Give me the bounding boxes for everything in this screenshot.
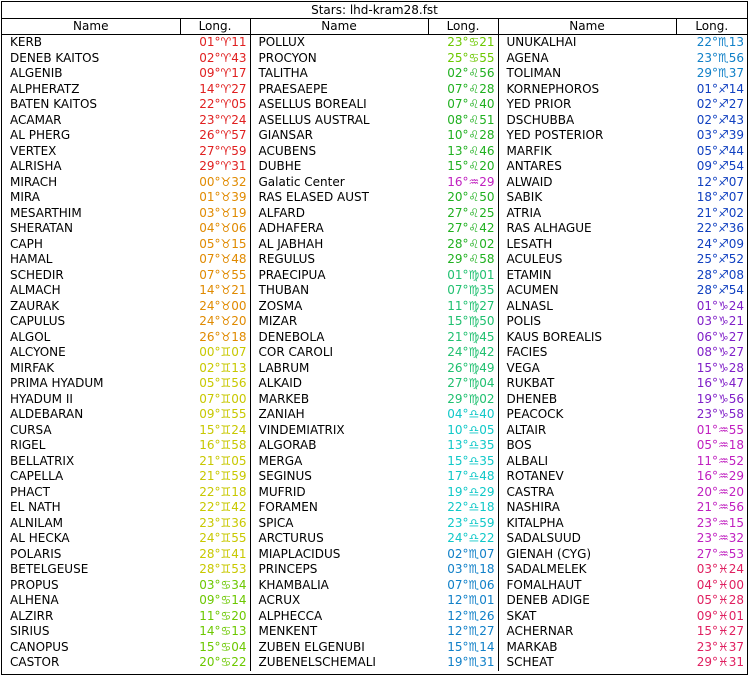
- star-longitude: 03°♐39: [696, 128, 744, 142]
- star-name: ASELLUS AUSTRAL: [258, 112, 370, 127]
- stars-table: [2, 19, 747, 671]
- table-row: [2, 454, 747, 470]
- star-longitude: 07°♊00: [180, 392, 250, 408]
- star-longitude: 25°♐52: [696, 252, 744, 266]
- star-longitude: 09°♐54: [696, 159, 744, 173]
- star-name: ZANIAH: [258, 407, 305, 421]
- star-longitude: 15°♍50: [428, 314, 498, 330]
- table-row: [2, 500, 747, 516]
- star-longitude: 10°♎05: [428, 423, 498, 439]
- star-name: TALITHA: [258, 66, 308, 80]
- star-name: DHENEB: [506, 391, 558, 406]
- star-name: CURSA: [10, 422, 52, 437]
- star-longitude: 20°♌50: [428, 190, 498, 206]
- name-header: Name: [498, 19, 676, 35]
- star-name: DENEB ADIGE: [506, 593, 590, 607]
- star-name: DUBHE: [258, 159, 302, 173]
- star-name: AGENA: [506, 50, 549, 65]
- star-longitude: 15°♓27: [696, 624, 744, 638]
- star-longitude: 05°♓28: [696, 593, 744, 607]
- star-longitude: 24°♊55: [180, 531, 250, 547]
- star-name: THUBAN: [258, 283, 310, 297]
- table-row: [2, 51, 747, 67]
- star-name: SADALMELEK: [506, 562, 587, 576]
- star-name: ALFARD: [258, 205, 305, 220]
- star-name: ALNILAM: [10, 515, 63, 530]
- star-longitude: 21°♐02: [696, 205, 744, 220]
- star-longitude: 04°♎40: [428, 407, 498, 423]
- star-name: UNUKALHAI: [506, 35, 577, 49]
- star-name: ACHERNAR: [506, 624, 574, 638]
- star-longitude: 29°♈31: [180, 159, 250, 175]
- star-name: MUFRID: [258, 484, 306, 499]
- table-row: [2, 438, 747, 454]
- star-longitude: 24°♍42: [428, 345, 498, 361]
- star-longitude: 26°♍49: [428, 361, 498, 377]
- star-longitude: 09°♓01: [696, 608, 744, 623]
- star-longitude: 22°♊18: [180, 485, 250, 501]
- star-longitude: 28°♐54: [696, 283, 744, 297]
- star-name: ALGORAB: [258, 438, 317, 452]
- star-longitude: 19°♑56: [696, 391, 744, 406]
- table-row: [2, 175, 747, 191]
- star-longitude: 23°♓37: [696, 639, 744, 654]
- star-name: MESARTHIM: [10, 205, 82, 220]
- star-name: ALGOL: [10, 329, 51, 344]
- star-name: MIRACH: [10, 174, 58, 189]
- star-longitude: 22°♎18: [428, 500, 498, 516]
- star-name: SKAT: [506, 608, 537, 623]
- star-longitude: 23°♒15: [696, 515, 744, 530]
- star-longitude: 28°♐08: [696, 267, 744, 282]
- star-longitude: 11°♋20: [180, 609, 250, 625]
- long-header: Long.: [180, 19, 250, 35]
- table-row: [2, 655, 747, 671]
- star-name: MARKAB: [506, 639, 558, 654]
- table-row: [2, 609, 747, 625]
- star-name: ARCTURUS: [258, 531, 324, 545]
- table-row: [2, 469, 747, 485]
- star-name: BELLATRIX: [10, 453, 75, 468]
- star-name: ZOSMA: [258, 298, 303, 313]
- star-longitude: 05°♐44: [696, 143, 744, 158]
- star-name: MIRA: [10, 190, 40, 204]
- star-name: DSCHUBBA: [506, 112, 575, 127]
- star-name: POLIS: [506, 314, 542, 328]
- star-longitude: 25°♋55: [428, 51, 498, 67]
- star-longitude: 24°♐09: [696, 236, 744, 251]
- star-name: BETELGEUSE: [10, 562, 89, 576]
- star-longitude: 09°♈17: [180, 66, 250, 82]
- long-header: Long.: [428, 19, 498, 35]
- star-name: RIGEL: [10, 438, 46, 452]
- page-title: Stars: lhd-kram28.fst: [2, 2, 747, 19]
- star-longitude: 07°♏06: [428, 578, 498, 594]
- star-longitude: 05°♒18: [696, 438, 744, 452]
- star-name: DENEBOLA: [258, 329, 325, 344]
- star-longitude: 24°♉00: [180, 299, 250, 315]
- star-name: VINDEMIATRIX: [258, 422, 345, 437]
- table-row: [2, 128, 747, 144]
- star-longitude: 28°♊41: [180, 547, 250, 563]
- star-longitude: 04°♉06: [180, 221, 250, 237]
- table-row: [2, 66, 747, 82]
- star-longitude: 13°♌46: [428, 144, 498, 160]
- table-row: [2, 547, 747, 563]
- star-longitude: 15°♌20: [428, 159, 498, 175]
- star-longitude: 19°♎29: [428, 485, 498, 501]
- star-longitude: 15°♊24: [180, 423, 250, 439]
- star-name: SADALSUUD: [506, 531, 581, 545]
- star-name: SABIK: [506, 190, 543, 204]
- star-name: REGULUS: [258, 252, 315, 266]
- star-longitude: 02°♌56: [428, 66, 498, 82]
- star-longitude: 01°♑24: [696, 298, 744, 313]
- star-longitude: 01°♍01: [428, 268, 498, 284]
- star-longitude: 21°♊05: [180, 454, 250, 470]
- table-row: [2, 35, 747, 51]
- star-longitude: 16°♊58: [180, 438, 250, 454]
- table-row: [2, 392, 747, 408]
- table-row: [2, 562, 747, 578]
- star-longitude: 24°♉20: [180, 314, 250, 330]
- star-name: ZUBEN ELGENUBI: [258, 639, 365, 654]
- star-name: ALCYONE: [10, 345, 66, 359]
- star-longitude: 22°♈05: [180, 97, 250, 113]
- star-longitude: 20°♋22: [180, 655, 250, 671]
- table-row: [2, 516, 747, 532]
- star-longitude: 16°♒29: [696, 469, 744, 483]
- star-longitude: 02°♊13: [180, 361, 250, 377]
- star-longitude: 03°♉19: [180, 206, 250, 222]
- star-longitude: 04°♓00: [696, 577, 744, 592]
- star-name: ALKAID: [258, 376, 303, 390]
- star-longitude: 20°♒20: [696, 484, 744, 499]
- star-name: GIENAH (CYG): [506, 546, 592, 561]
- star-longitude: 07°♌28: [428, 82, 498, 98]
- star-name: VEGA: [506, 360, 540, 375]
- star-name: ZAURAK: [10, 298, 60, 313]
- table-row: [2, 144, 747, 160]
- star-longitude: 21°♊59: [180, 469, 250, 485]
- star-name: Galatic Center: [258, 174, 345, 189]
- star-longitude: 09°♋14: [180, 593, 250, 609]
- star-name: PEACOCK: [506, 407, 564, 421]
- star-longitude: 11°♍27: [428, 299, 498, 315]
- table-body: [2, 35, 747, 671]
- star-name: MENKENT: [258, 624, 318, 638]
- star-name: CASTOR: [10, 655, 60, 669]
- star-longitude: 07°♌40: [428, 97, 498, 113]
- table-row: [2, 640, 747, 656]
- star-name: SPICA: [258, 515, 294, 530]
- star-longitude: 02°♐27: [696, 97, 744, 111]
- star-longitude: 01°♈11: [180, 35, 250, 51]
- star-longitude: 28°♌02: [428, 237, 498, 253]
- star-name: FOMALHAUT: [506, 577, 582, 592]
- star-name: ALPHERATZ: [10, 81, 80, 96]
- star-name: PRAECIPUA: [258, 267, 326, 282]
- star-longitude: 03°♋34: [180, 578, 250, 594]
- table-row: [2, 345, 747, 361]
- star-name: RAS ELASED AUST: [258, 190, 369, 204]
- star-longitude: 01°♐14: [696, 81, 744, 96]
- star-name: RUKBAT: [506, 376, 555, 390]
- star-longitude: 18°♐07: [696, 190, 744, 204]
- table-row: [2, 113, 747, 129]
- star-longitude: 26°♉18: [180, 330, 250, 346]
- star-longitude: 12°♐07: [696, 174, 744, 189]
- star-name: MIRFAK: [10, 360, 55, 375]
- star-name: PRIMA HYADUM: [10, 376, 104, 390]
- star-name: ETAMIN: [506, 267, 552, 282]
- star-longitude: 07°♉55: [180, 268, 250, 284]
- star-name: ALMACH: [10, 283, 61, 297]
- star-longitude: 14°♈27: [180, 82, 250, 98]
- star-longitude: 17°♎48: [428, 469, 498, 485]
- table-row: [2, 624, 747, 640]
- star-longitude: 14°♋13: [180, 624, 250, 640]
- table-row: [2, 159, 747, 175]
- star-longitude: 22°♐36: [696, 221, 744, 235]
- star-longitude: 14°♉21: [180, 283, 250, 299]
- star-name: AL HECKA: [10, 531, 70, 545]
- star-longitude: 01°♉39: [180, 190, 250, 206]
- star-name: ALGENIB: [10, 66, 63, 80]
- star-longitude: 24°♎22: [428, 531, 498, 547]
- star-name: COR CAROLI: [258, 345, 334, 359]
- star-longitude: 26°♈57: [180, 128, 250, 144]
- star-name: YED POSTERIOR: [506, 128, 604, 142]
- star-longitude: 08°♑27: [696, 345, 744, 359]
- table-row: [2, 97, 747, 113]
- table-row: [2, 221, 747, 237]
- star-longitude: 09°♊55: [180, 407, 250, 423]
- star-name: SIRIUS: [10, 624, 50, 638]
- star-longitude: 27°♈59: [180, 144, 250, 160]
- star-name: SEGINUS: [258, 469, 312, 483]
- star-longitude: 05°♉15: [180, 237, 250, 253]
- star-name: EL NATH: [10, 500, 61, 514]
- star-longitude: 06°♑27: [696, 329, 744, 344]
- star-name: SCHEAT: [506, 655, 554, 669]
- star-longitude: 03°♏18: [428, 562, 498, 578]
- table-row: [2, 206, 747, 222]
- table-row: [2, 423, 747, 439]
- star-name: ASELLUS BOREALI: [258, 97, 367, 111]
- star-name: PRAESAEPE: [258, 81, 328, 96]
- star-name: CASTRA: [506, 484, 555, 499]
- star-name: KORNEPHOROS: [506, 81, 600, 96]
- star-longitude: 12°♏01: [428, 593, 498, 609]
- star-longitude: 00°♊07: [180, 345, 250, 361]
- star-name: BATEN KAITOS: [10, 97, 98, 111]
- star-name: ACAMAR: [10, 112, 62, 127]
- star-name: CAPELLA: [10, 469, 64, 483]
- star-name: ALTAIR: [506, 422, 547, 437]
- star-name: SCHEDIR: [10, 267, 64, 282]
- star-longitude: 23°♏56: [696, 50, 744, 65]
- table-row: [2, 237, 747, 253]
- star-name: PROCYON: [258, 50, 317, 65]
- star-name: KERB: [10, 35, 43, 49]
- star-longitude: 01°♒55: [696, 422, 744, 437]
- star-name: TOLIMAN: [506, 66, 562, 80]
- name-header: Name: [2, 19, 180, 35]
- star-name: KHAMBALIA: [258, 577, 329, 592]
- star-longitude: 16°♒29: [428, 175, 498, 191]
- star-longitude: 21°♍45: [428, 330, 498, 346]
- star-name: ADHAFERA: [258, 221, 324, 235]
- star-name: CAPULUS: [10, 314, 66, 328]
- star-longitude: 10°♌28: [428, 128, 498, 144]
- table-row: [2, 314, 747, 330]
- long-header: Long.: [676, 19, 747, 35]
- star-longitude: 22°♏13: [696, 35, 744, 49]
- star-name: MERGA: [258, 453, 303, 468]
- star-longitude: 27°♌42: [428, 221, 498, 237]
- table-row: [2, 361, 747, 377]
- star-longitude: 15°♑28: [696, 360, 744, 375]
- star-longitude: 23°♋21: [428, 35, 498, 51]
- star-name: PRINCEPS: [258, 562, 318, 576]
- star-longitude: 27°♍04: [428, 376, 498, 392]
- table-row: [2, 578, 747, 594]
- star-name: KITALPHA: [506, 515, 564, 530]
- star-longitude: 15°♎35: [428, 454, 498, 470]
- star-longitude: 28°♊53: [180, 562, 250, 578]
- star-name: ANTARES: [506, 159, 562, 173]
- star-name: NASHIRA: [506, 500, 560, 514]
- table-row: [2, 268, 747, 284]
- table-row: [2, 190, 747, 206]
- star-longitude: 29°♍02: [428, 392, 498, 408]
- star-longitude: 11°♒52: [696, 453, 744, 468]
- star-name: ALZIRR: [10, 608, 54, 623]
- star-longitude: 13°♎35: [428, 438, 498, 454]
- star-longitude: 07°♉48: [180, 252, 250, 268]
- star-longitude: 27°♒53: [696, 546, 744, 561]
- star-name: YED PRIOR: [506, 97, 572, 111]
- star-name: ALNASL: [506, 298, 553, 313]
- star-longitude: 23°♒32: [696, 531, 744, 545]
- star-name: CAPH: [10, 236, 43, 251]
- star-longitude: 21°♒56: [696, 500, 744, 514]
- name-header: Name: [250, 19, 428, 35]
- star-longitude: 29°♌58: [428, 252, 498, 268]
- star-longitude: 23°♎59: [428, 516, 498, 532]
- table-row: [2, 283, 747, 299]
- star-name: AL JABHAH: [258, 236, 324, 251]
- star-name: ATRIA: [506, 205, 542, 220]
- table-row: [2, 407, 747, 423]
- star-name: ALBALI: [506, 453, 549, 468]
- table-row: [2, 299, 747, 315]
- star-name: BOS: [506, 438, 532, 452]
- star-longitude: 23°♑58: [696, 407, 744, 421]
- star-longitude: 08°♌51: [428, 113, 498, 129]
- star-name: MARFIK: [506, 143, 552, 158]
- star-longitude: 03°♑21: [696, 314, 744, 328]
- star-longitude: 05°♊56: [180, 376, 250, 392]
- star-longitude: 07°♍35: [428, 283, 498, 299]
- star-name: MARKEB: [258, 391, 310, 406]
- star-name: GIANSAR: [258, 128, 313, 142]
- star-name: LESATH: [506, 236, 553, 251]
- star-name: MIZAR: [258, 314, 298, 328]
- star-name: ALWAID: [506, 174, 553, 189]
- star-name: ROTANEV: [506, 469, 564, 483]
- table-row: [2, 531, 747, 547]
- star-name: FACIES: [506, 345, 548, 359]
- star-name: FORAMEN: [258, 500, 318, 514]
- star-longitude: 15°♋04: [180, 640, 250, 656]
- star-name: ACRUX: [258, 593, 301, 607]
- star-name: POLARIS: [10, 546, 62, 561]
- star-longitude: 29°♓31: [696, 655, 744, 669]
- header-row: [2, 19, 747, 35]
- star-longitude: 02°♏07: [428, 547, 498, 563]
- star-name: LABRUM: [258, 360, 310, 375]
- star-name: DENEB KAITOS: [10, 50, 100, 65]
- star-name: ACUBENS: [258, 143, 317, 158]
- table-row: [2, 485, 747, 501]
- table-row: [2, 82, 747, 98]
- star-name: ZUBENELSCHEMALI: [258, 655, 376, 669]
- star-longitude: 23°♊36: [180, 516, 250, 532]
- star-name: ACULEUS: [506, 252, 563, 266]
- star-longitude: 02°♐43: [696, 112, 744, 127]
- star-name: AL PHERG: [10, 128, 71, 142]
- star-name: ALRISHA: [10, 159, 62, 173]
- star-name: MIAPLACIDUS: [258, 546, 341, 561]
- table-row: [2, 252, 747, 268]
- star-name: RAS ALHAGUE: [506, 221, 592, 235]
- star-name: HAMAL: [10, 252, 53, 266]
- star-name: ALDEBARAN: [10, 407, 84, 421]
- star-name: VERTEX: [10, 143, 57, 158]
- star-longitude: 03°♓24: [696, 562, 744, 576]
- star-name: PROPUS: [10, 577, 59, 592]
- table-row: [2, 330, 747, 346]
- star-longitude: 19°♏31: [428, 655, 498, 671]
- star-name: ACUMEN: [506, 283, 559, 297]
- star-longitude: 12°♏27: [428, 624, 498, 640]
- table-row: [2, 593, 747, 609]
- star-longitude: 23°♈24: [180, 113, 250, 129]
- table-row: [2, 376, 747, 392]
- star-longitude: 02°♈43: [180, 51, 250, 67]
- star-longitude: 29°♏37: [696, 66, 744, 80]
- star-name: PHACT: [10, 484, 50, 499]
- star-longitude: 27°♌25: [428, 206, 498, 222]
- star-table-frame: [1, 1, 748, 675]
- star-name: ALPHECCA: [258, 608, 323, 623]
- star-name: CANOPUS: [10, 639, 69, 654]
- star-longitude: 22°♊42: [180, 500, 250, 516]
- star-longitude: 16°♑47: [696, 376, 744, 390]
- star-name: KAUS BOREALIS: [506, 329, 603, 344]
- star-name: POLLUX: [258, 35, 305, 49]
- star-name: HYADUM II: [10, 391, 73, 406]
- star-longitude: 15°♏14: [428, 640, 498, 656]
- star-longitude: 12°♏26: [428, 609, 498, 625]
- star-name: ALHENA: [10, 593, 59, 607]
- star-name: SHERATAN: [10, 221, 73, 235]
- star-longitude: 00°♉32: [180, 175, 250, 191]
